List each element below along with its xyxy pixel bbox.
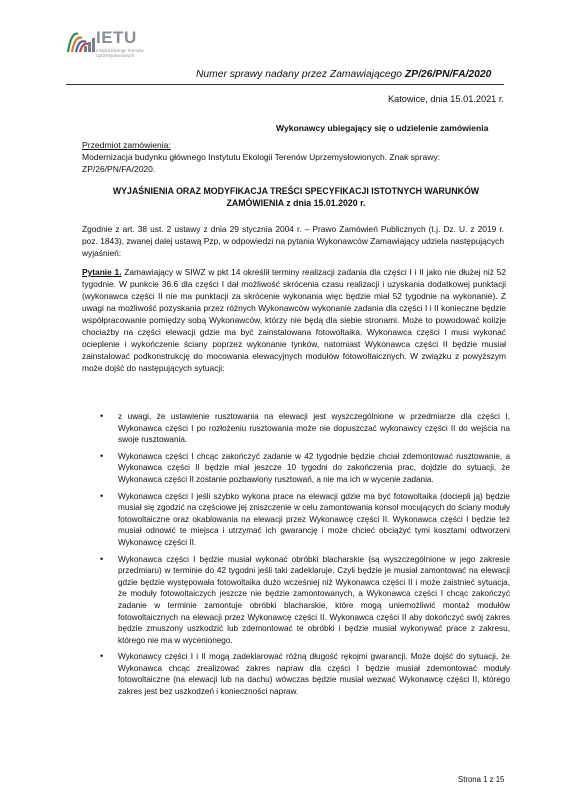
list-item-text: Wykonawca części I będzie musiał wykonać obróbki blacharskie (są wyszczególnione w jego zakresie przedmiaru) w terminie do 42 tygodni jeśli taki zadeklaruje. Czyli będzie je musiał zamontować na elewacji gdzie będzie występowała fotowoltaika dużo wcześniej niż Wykonawca części II i może zaistnieć sytuacja, że moduły fotowoltaiczych jeszcze nie będzie zamontowanych, a Wykonawca części I chcąc zakończyć zadanie w terminie zamontuje obróbki blacharskie, które mogą uniemożliwić montaż modułów fotowoltaicznych na elewacji przez Wykonawcę części II. Wykonawca części II aby dokończyć swój zakres będzie zmuszony uszkodzić lub zdemontować te obróbki i będzie musiał wykonywać prace z zakresu, którego nie ma w wycenionego. [118,554,510,645]
bullet-icon: • [100,651,104,662]
ietu-logo-icon [66,28,96,54]
list-item [100,554,510,647]
page-number: Strona 1 z 15 [458,775,505,784]
list-item [100,651,510,697]
logo-name: IETU [96,28,137,47]
bullet-icon: • [100,411,104,421]
list-item-text: Wykonawcy części I i II mogą zadeklarować różną długość rękojmi gwarancji. Może dojść do sytuacji, że Wykonawca chcąc zrealizować zakres napraw dla części I będzie musiał zdemontować moduły fotowoltaiczne (na elewacji lub na dachu) wówczas będzie musiał wezwać Wykonawcę części II, którego zakres jest bez uszkodzeń i konieczności napraw. [118,652,510,697]
case-number-line [196,69,491,80]
logo-subtitle: Instytut Ekologii Terenów Uprzemysłowionych [96,48,144,58]
question-1-label: Pytanie 1. [82,267,122,277]
case-number: ZP/26/PN/FA/2020 [404,69,492,80]
header-divider [66,84,504,85]
list-item-text: z uwagi, że ustawienie rusztowania na elewacji jest wyszczególnione w przedmiarze dla części I, Wykonawca części I po rozłożeniu rusztowania może nie dopuszczać wykonawcy części II do wejścia na swoje rusztowania. [118,412,510,445]
intro-paragraph: Zgodnie z art. 38 ust. 2 ustawy z dnia 29 stycznia 2004 r. – Prawo Zamówień Publicznych (t.j. Dz. U. z 2019 r. poz. 1843), zwanej dalej ustawą Pzp, w odpowiedzi na pytania Wykonawców Zamawiający udziela następujących wyjaśnień: [82,224,504,258]
document-heading: WYJAŚNIENIA ORAZ MODYFIKACJA TREŚCI SPECYFIKACJI ISTOTNYCH WARUNKÓW ZAMÓWIENIA z dnia 15.01.2020 r. [112,186,480,208]
list-item [100,451,510,486]
document-date: Katowice, dnia 15.01.2021 r. [388,94,504,104]
addressee: Wykonawcy ubiegający się o udzielenie zamówienia [276,123,489,133]
list-item [100,491,510,549]
list-item-text: Wykonawca części I jeśli szybko wykona prace na elewacji gdzie ma być fotowoltaika (dociepli ją) będzie musiał się zgodzić na częściowe jej zniszczenie w celu zamontowania konsol mocujących do ściany moduły fotowoltaiczne oraz okablowania na elewacji przez Wykonawcę części II. Wykonawca części I będzie też musiał odnowić te miejsca i utrzymać ich gwarancję i może chcieć obciążyć tymi kosztami odtworzeni Wykonawcę części II. [118,491,510,547]
question-1-text: Zamawiający w SIWZ w pkt 14 określił terminy realizacji zadania dla części I i II jako nie dłużej niż 52 tygodnie. W punkcie 36.6 dla części I dał możliwość skrócenia czasu realizacji i uzyskania dodatkowej punktacji (wykonawca części II nie ma punktacji za skrócenie wykonania więc będzie miał 52 tygodnie na wykonanie). Z uwagi na możliwość pozyskania przez różnych Wykonawców wykonanie zadania dla części I i II konieczne będzie współpracowanie pomiędzy sobą Wykonawców, którzy nie będą dla siebie stronami. Może to powodować kolizje chociażby na części elewacji gdzie ma być zainstalowana fotowoltaika. Wykonawca części I musi wykonać ocieplenie i wykończenie ściany poprzez wykonanie tynków, natomiast Wykonawca części II będzie musiał zainstalować podkonstrukcję do mocowania elewacyjnych modułów fotowoltaicznych. W związku z powyższym może dojść do następujących sytuacji: [82,267,506,373]
bullet-icon: • [100,553,104,564]
situations-list [100,411,510,703]
case-prefix: Numer sprawy nadany przez Zamawiającego [196,69,403,80]
bullet-icon: • [100,450,104,461]
bullet-icon: • [100,490,104,501]
list-item-text: Wykonawca części I chcąc zakończyć zadanie w 42 tygodnie będzie chciał zdemontować rusztowanie, a Wykonawca części II będzie miał jeszcze 10 tygodni do zakończenia prac, dojdzie do sytuacji, że Wykonawca części II zostanie pozbawiony rusztowań, a nie ma ich w wycenie zadania. [118,451,510,484]
question-1 [82,266,506,374]
list-item [100,411,510,446]
subject-label: Przedmiot zamówienia: [82,140,171,150]
ietu-logo [66,28,186,64]
subject-text: Modernizacja budynku głównego Instytutu Ekologii Terenów Uprzemysłowionych. Znak sprawy: ZP/26/PN/FA/2020. [82,152,440,174]
